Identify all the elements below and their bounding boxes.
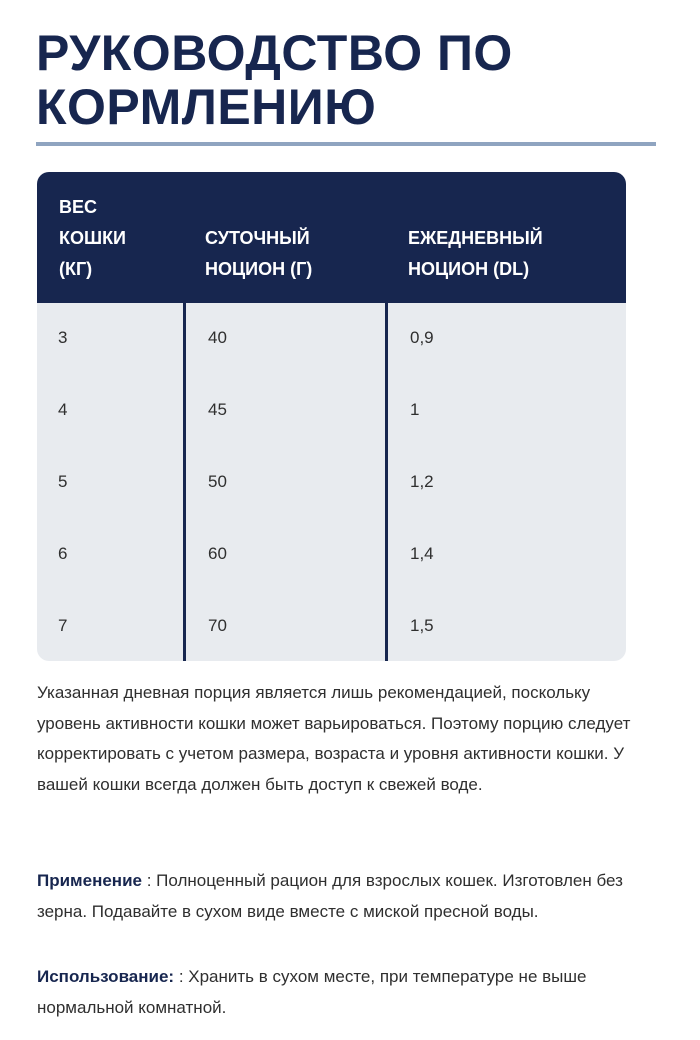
title-divider — [36, 142, 656, 146]
header-daily-portion-dl: ЕЖЕДНЕВНЫЙ НОЦИОН (DL) — [408, 228, 543, 279]
application-label: Применение — [37, 871, 142, 890]
cell-dl: 1,4 — [410, 544, 434, 563]
feeding-table — [37, 172, 626, 661]
cell-grams: 50 — [208, 472, 227, 491]
usage-label: Использование: — [37, 967, 175, 986]
page-title-line-2: КОРМЛЕНИЮ — [36, 79, 377, 135]
table-row — [37, 591, 626, 661]
cell-grams: 60 — [208, 544, 227, 563]
application-paragraph — [37, 866, 657, 927]
cell-weight: 5 — [58, 472, 68, 491]
application-text: : Полноценный рацион для взрослых кошек. Изготовлен без зерна. Подавайте в сухом виде вместе с миской пресной воды. — [37, 871, 623, 921]
cell-weight: 3 — [58, 328, 68, 347]
cell-dl: 0,9 — [410, 328, 434, 347]
cell-weight: 7 — [58, 616, 68, 635]
page-title — [36, 26, 676, 134]
table-row — [37, 519, 626, 591]
cell-grams: 45 — [208, 400, 227, 419]
cell-grams: 40 — [208, 328, 227, 347]
cell-weight: 4 — [58, 400, 68, 419]
header-cat-weight: ВЕС КОШКИ (КГ) — [59, 197, 126, 279]
cell-dl: 1,5 — [410, 616, 434, 635]
table-row — [37, 447, 626, 519]
table-header — [37, 172, 626, 303]
usage-paragraph — [37, 962, 657, 1023]
cell-grams: 70 — [208, 616, 227, 635]
cell-dl: 1,2 — [410, 472, 434, 491]
cell-weight: 6 — [58, 544, 68, 563]
page-title-line-1: РУКОВОДСТВО ПО — [36, 25, 513, 81]
portion-note: Указанная дневная порция является лишь рекомендацией, поскольку уровень активности кошки может варьироваться. Поэтому порцию следует корректировать с учетом размера, возраста и уровня активности кошки. У вашей кошки всегда должен быть доступ к свежей воде. — [37, 683, 631, 794]
table-row — [37, 375, 626, 447]
table-row — [37, 303, 626, 375]
cell-dl: 1 — [410, 400, 420, 419]
usage-text: : Хранить в сухом месте, при температуре не выше нормальной комнатной. — [37, 967, 587, 1017]
header-daily-portion-grams: СУТОЧНЫЙ НОЦИОН (Г) — [205, 228, 313, 279]
